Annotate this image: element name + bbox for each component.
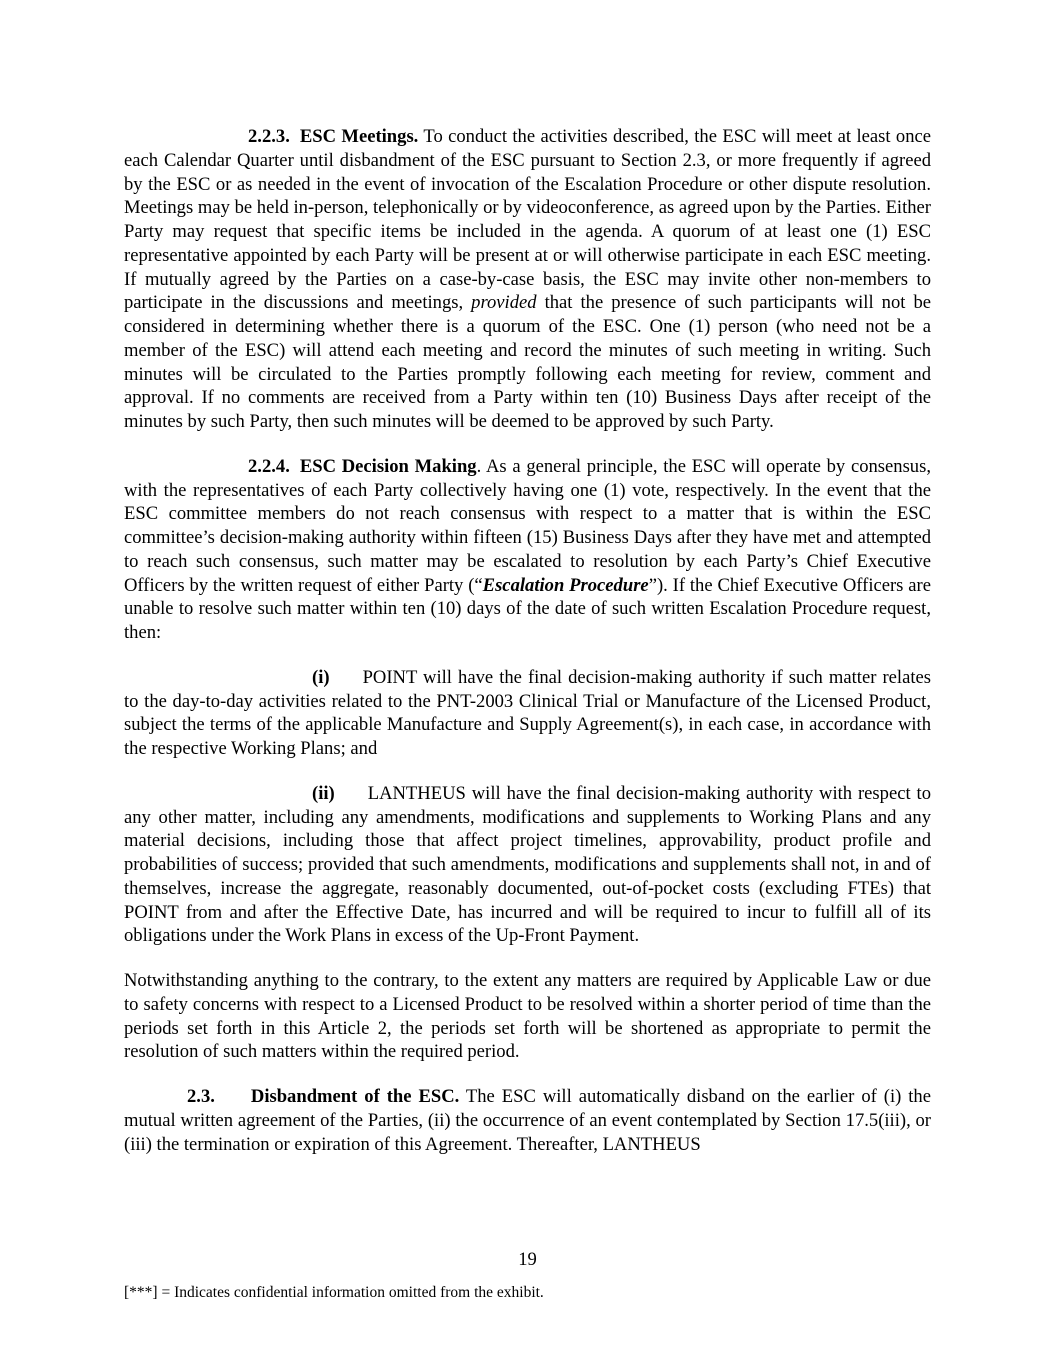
sub-item-text: LANTHEUS will have the final decision-making authority with respect to any other matter, including any amendments, modifications and supplements to Working Plans and any material decisions, including those that affect project timelines, approvability, product profile and probabilities of success; provided that such amendments, modifications and supplements shall not, in and of themselves, increase the aggregate, reasonably documented, out-of-pocket costs (excluding FTEs) that POINT from and after the Effective Date, has incurred and will be required to incur to fulfill all of its obligations under the Work Plans in excess of the Up-Front Payment. bbox=[124, 782, 931, 947]
section-body-continued: that the presence of such participants will not be considered in determining whether there is a quorum of the ESC. One (1) person (who need not be a member of the ESC) will attend each meeting and record the minutes of such meeting in writing. Such minutes will be circulated to the Parties promptly following each meeting for review, comment and approval. If no comments are received from a Party within ten (10) Business Days after receipt of the minutes by such Party, then such minutes will be deemed to be approved by such Party. bbox=[124, 292, 931, 432]
notwithstanding-paragraph: Notwithstanding anything to the contrary, to the extent any matters are required by Applicable Law or due to safety concerns with respect to a Licensed Product to be resolved within a shorter period of time than the periods set forth in this Article 2, the periods set forth will be shortened as appropriate to permit the resolution of such matters within the required period. bbox=[124, 970, 931, 1063]
section-heading: ESC Meetings. bbox=[299, 126, 419, 147]
section-number: 2.2.4. bbox=[248, 455, 290, 477]
sub-item-text: POINT will have the final decision-making authority if such matter relates to the day-to-day activities related to the PNT-2003 Clinical Trial or Manufacture of the Licensed Product, subject the terms of the applicable Manufacture and Supply Agreement(s), in each case, in accordance with the respective Working Plans; and bbox=[124, 666, 931, 759]
section-body: The ESC will automatically disband on the earlier of (i) the mutual written agreement of the Parties, (ii) the occurrence of an event contemplated by Section 17.5(iii), or (iii) the termination or expiration of this Agreement. Thereafter, LANTHEUS bbox=[124, 1086, 931, 1155]
section-number: 2.2.3. bbox=[248, 126, 290, 147]
sub-item-label: (i) bbox=[312, 666, 330, 688]
sub-item-ii bbox=[124, 782, 931, 948]
section-heading: ESC Decision Making bbox=[299, 455, 477, 477]
page-number: 19 bbox=[518, 1249, 537, 1270]
italic-term: provided bbox=[471, 292, 537, 314]
sub-item-label: (ii) bbox=[312, 782, 335, 804]
section-body-continued: ”). If the Chief Executive Officers are unable to resolve such matter within ten (10) days of the date of such written Escalation Procedure request, then: bbox=[124, 574, 931, 643]
defined-term: Escalation Procedure bbox=[482, 574, 649, 596]
section-2-2-3 bbox=[124, 125, 931, 434]
confidentiality-footnote: [***] = Indicates confidential information omitted from the exhibit. bbox=[124, 1284, 544, 1301]
section-heading: Disbandment of the ESC. bbox=[250, 1086, 460, 1107]
document-page bbox=[124, 125, 931, 1177]
section-2-2-4 bbox=[124, 455, 931, 645]
section-number: 2.3. bbox=[187, 1086, 215, 1107]
section-2-3 bbox=[124, 1085, 931, 1156]
section-body: . As a general principle, the ESC will operate by consensus, with the representatives of each Party collectively having one (1) vote, respectively. In the event that the ESC committee members do not reach consensus with respect to a matter that is within the ESC committee’s decision-making authority within fifteen (15) Business Days after they have met and attempted to reach such consensus, such matter may be escalated to resolution by each Party’s Chief Executive Officers by the written request of either Party (“ bbox=[124, 455, 931, 596]
section-body: To conduct the activities described, the ESC will meet at least once each Calendar Quarter until disbandment of the ESC pursuant to Section 2.3, or more frequently if agreed by the ESC or as needed in the event of invocation of the Escalation Procedure or other dispute resolution. Meetings may be held in-person, telephonically or by videoconference, as agreed upon by the Parties. Either Party may request that specific items be included in the agenda. A quorum of at least one (1) ESC representative appointed by each Party will be present at or will otherwise participate in each ESC meeting. If mutually agreed by the Parties on a case-by-case basis, the ESC may invite other non-members to participate in the discussions and meetings, bbox=[124, 126, 931, 314]
sub-item-i bbox=[124, 666, 931, 761]
